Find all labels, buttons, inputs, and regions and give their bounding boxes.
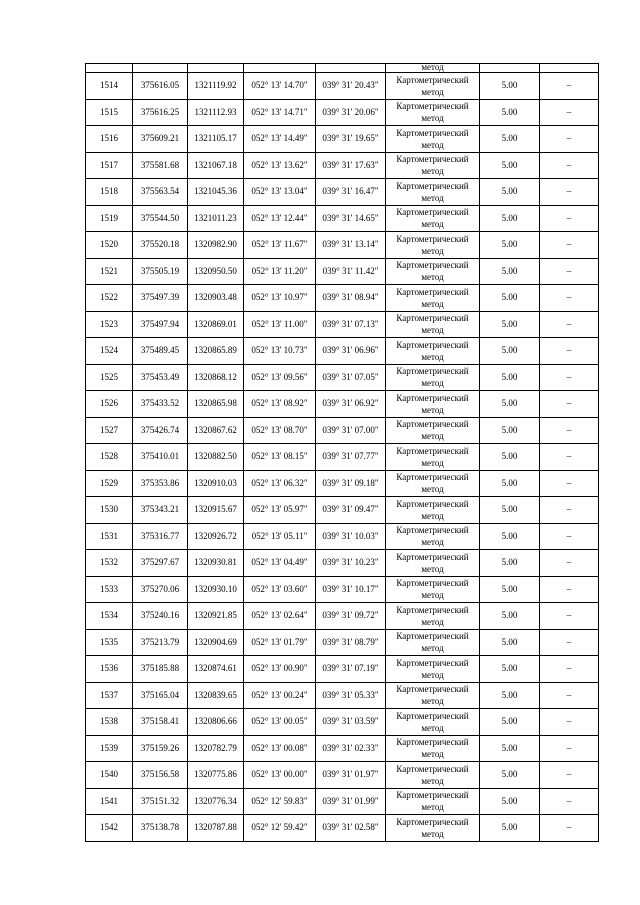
note-cell: – [540,179,599,206]
note-cell: – [540,735,599,762]
table-row [86,603,599,630]
method-cell: Картометрический метод [386,152,480,179]
method-cell: Картометрический метод [386,629,480,656]
method-cell: Картометрический метод [386,603,480,630]
x-coordinate-cell: 375297.67 [133,550,188,577]
latitude-cell: 052° 13' 13.04" [244,179,316,206]
table-row [86,152,599,179]
accuracy-cell: 5.00 [480,629,540,656]
x-coordinate-cell: 375151.32 [133,788,188,815]
y-coordinate-cell: 1320904.69 [188,629,244,656]
point-number-cell: 1514 [86,73,133,100]
accuracy-cell: 5.00 [480,258,540,285]
accuracy-cell: 5.00 [480,656,540,683]
method-cell: Картометрический метод [386,205,480,232]
latitude-cell: 052° 13' 14.71" [244,99,316,126]
y-coordinate-cell: 1320775.86 [188,762,244,789]
point-number-cell: 1518 [86,179,133,206]
x-coordinate-cell: 375489.45 [133,338,188,365]
point-number-cell: 1541 [86,788,133,815]
longitude-cell: 039° 31' 09.18" [316,470,386,497]
y-coordinate-cell: 1320839.65 [188,682,244,709]
continuation-row [86,64,599,73]
accuracy-cell: 5.00 [480,735,540,762]
table-row [86,285,599,312]
method-cell: Картометрический метод [386,338,480,365]
table-row [86,656,599,683]
latitude-cell: 052° 13' 12.44" [244,205,316,232]
method-cell: Картометрический метод [386,709,480,736]
point-number-cell: 1537 [86,682,133,709]
longitude-cell: 039° 31' 01.97" [316,762,386,789]
y-coordinate-cell: 1320867.62 [188,417,244,444]
accuracy-cell: 5.00 [480,285,540,312]
longitude-cell: 039° 31' 06.92" [316,391,386,418]
x-coordinate-cell: 375158.41 [133,709,188,736]
point-number-cell: 1520 [86,232,133,259]
table-row [86,73,599,100]
latitude-cell: 052° 13' 04.49" [244,550,316,577]
table-row [86,497,599,524]
latitude-cell: 052° 13' 00.05" [244,709,316,736]
longitude-cell: 039° 31' 07.00" [316,417,386,444]
x-coordinate-cell: 375497.39 [133,285,188,312]
note-cell: – [540,126,599,153]
note-cell: – [540,470,599,497]
method-cell: Картометрический метод [386,762,480,789]
x-coordinate-cell: 375616.05 [133,73,188,100]
latitude-cell: 052° 13' 03.60" [244,576,316,603]
latitude-cell: 052° 13' 00.08" [244,735,316,762]
method-cell: Картометрический метод [386,232,480,259]
point-number-cell: 1531 [86,523,133,550]
point-number-cell: 1529 [86,470,133,497]
x-coordinate-cell: 375497.94 [133,311,188,338]
note-cell: – [540,364,599,391]
y-coordinate-cell: 1320868.12 [188,364,244,391]
latitude-cell: 052° 13' 11.00" [244,311,316,338]
method-cell: Картометрический метод [386,576,480,603]
method-cell: Картометрический метод [386,815,480,842]
y-coordinate-cell: 1320926.72 [188,523,244,550]
accuracy-cell: 5.00 [480,364,540,391]
method-cell: Картометрический метод [386,126,480,153]
note-cell: – [540,311,599,338]
point-number-cell: 1532 [86,550,133,577]
accuracy-cell: 5.00 [480,682,540,709]
accuracy-cell: 5.00 [480,788,540,815]
accuracy-cell: 5.00 [480,311,540,338]
table-cell [133,64,188,73]
x-coordinate-cell: 375343.21 [133,497,188,524]
latitude-cell: 052° 13' 14.70" [244,73,316,100]
table-row [86,788,599,815]
point-number-cell: 1539 [86,735,133,762]
note-cell: – [540,550,599,577]
table-row [86,338,599,365]
table-row [86,470,599,497]
x-coordinate-cell: 375185.88 [133,656,188,683]
longitude-cell: 039° 31' 06.96" [316,338,386,365]
table-row [86,762,599,789]
method-cell: Картометрический метод [386,470,480,497]
method-cell: Картометрический метод [386,523,480,550]
note-cell: – [540,285,599,312]
accuracy-cell: 5.00 [480,232,540,259]
y-coordinate-cell: 1321011.23 [188,205,244,232]
latitude-cell: 052° 12' 59.83" [244,788,316,815]
table-row [86,311,599,338]
table-cell [86,64,133,73]
note-cell: – [540,682,599,709]
accuracy-cell: 5.00 [480,762,540,789]
y-coordinate-cell: 1320787.88 [188,815,244,842]
x-coordinate-cell: 375410.01 [133,444,188,471]
latitude-cell: 052° 13' 08.15" [244,444,316,471]
table-cell [244,64,316,73]
x-coordinate-cell: 375616.25 [133,99,188,126]
point-number-cell: 1527 [86,417,133,444]
table-row [86,629,599,656]
latitude-cell: 052° 13' 09.56" [244,364,316,391]
point-number-cell: 1526 [86,391,133,418]
table-row [86,364,599,391]
note-cell: – [540,656,599,683]
method-cell: Картометрический метод [386,285,480,312]
x-coordinate-cell: 375544.50 [133,205,188,232]
note-cell: – [540,629,599,656]
latitude-cell: 052° 13' 13.62" [244,152,316,179]
table-row [86,99,599,126]
point-number-cell: 1521 [86,258,133,285]
method-cell: Картометрический метод [386,788,480,815]
accuracy-cell: 5.00 [480,815,540,842]
x-coordinate-cell: 375581.68 [133,152,188,179]
point-number-cell: 1530 [86,497,133,524]
x-coordinate-cell: 375353.86 [133,470,188,497]
point-number-cell: 1536 [86,656,133,683]
longitude-cell: 039° 31' 10.17" [316,576,386,603]
accuracy-cell: 5.00 [480,205,540,232]
method-cell: Картометрический метод [386,417,480,444]
y-coordinate-cell: 1320950.50 [188,258,244,285]
table-row [86,444,599,471]
note-cell: – [540,523,599,550]
table-row [86,735,599,762]
longitude-cell: 039° 31' 03.59" [316,709,386,736]
accuracy-cell: 5.00 [480,391,540,418]
y-coordinate-cell: 1320921.85 [188,603,244,630]
longitude-cell: 039° 31' 01.99" [316,788,386,815]
method-cell: Картометрический метод [386,656,480,683]
method-cell: Картометрический метод [386,364,480,391]
longitude-cell: 039° 31' 20.43" [316,73,386,100]
x-coordinate-cell: 375563.54 [133,179,188,206]
accuracy-cell: 5.00 [480,99,540,126]
table-cell [316,64,386,73]
latitude-cell: 052° 13' 05.97" [244,497,316,524]
method-cell: Картометрический метод [386,391,480,418]
y-coordinate-cell: 1321045.36 [188,179,244,206]
latitude-cell: 052° 13' 08.70" [244,417,316,444]
latitude-cell: 052° 13' 11.67" [244,232,316,259]
y-coordinate-cell: 1320910.03 [188,470,244,497]
point-number-cell: 1524 [86,338,133,365]
table-row [86,232,599,259]
latitude-cell: 052° 13' 14.49" [244,126,316,153]
table-cell [188,64,244,73]
table-row [86,523,599,550]
y-coordinate-cell: 1320874.61 [188,656,244,683]
longitude-cell: 039° 31' 14.65" [316,205,386,232]
table-row [86,126,599,153]
note-cell: – [540,152,599,179]
longitude-cell: 039° 31' 07.05" [316,364,386,391]
accuracy-cell: 5.00 [480,576,540,603]
method-cell: Картометрический метод [386,258,480,285]
point-number-cell: 1519 [86,205,133,232]
table-row [86,417,599,444]
note-cell: – [540,788,599,815]
longitude-cell: 039° 31' 05.33" [316,682,386,709]
method-cell: Картометрический метод [386,311,480,338]
longitude-cell: 039° 31' 19.65" [316,126,386,153]
x-coordinate-cell: 375213.79 [133,629,188,656]
note-cell: – [540,258,599,285]
x-coordinate-cell: 375240.16 [133,603,188,630]
table-row [86,550,599,577]
note-cell: – [540,391,599,418]
x-coordinate-cell: 375520.18 [133,232,188,259]
longitude-cell: 039° 31' 08.79" [316,629,386,656]
note-cell: – [540,497,599,524]
point-number-cell: 1522 [86,285,133,312]
method-cell: Картометрический метод [386,179,480,206]
longitude-cell: 039° 31' 08.94" [316,285,386,312]
accuracy-cell: 5.00 [480,497,540,524]
x-coordinate-cell: 375453.49 [133,364,188,391]
y-coordinate-cell: 1320782.79 [188,735,244,762]
point-number-cell: 1523 [86,311,133,338]
point-number-cell: 1517 [86,152,133,179]
note-cell: – [540,73,599,100]
longitude-cell: 039° 31' 20.06" [316,99,386,126]
point-number-cell: 1534 [86,603,133,630]
longitude-cell: 039° 31' 09.72" [316,603,386,630]
table-row [86,682,599,709]
note-cell: – [540,576,599,603]
longitude-cell: 039° 31' 13.14" [316,232,386,259]
x-coordinate-cell: 375270.06 [133,576,188,603]
x-coordinate-cell: 375505.19 [133,258,188,285]
latitude-cell: 052° 12' 59.42" [244,815,316,842]
method-cell: Картометрический метод [386,99,480,126]
note-cell: – [540,444,599,471]
table-row [86,205,599,232]
note-cell: – [540,709,599,736]
accuracy-cell: 5.00 [480,470,540,497]
accuracy-cell: 5.00 [480,73,540,100]
y-coordinate-cell: 1320865.89 [188,338,244,365]
latitude-cell: 052° 13' 02.64" [244,603,316,630]
longitude-cell: 039° 31' 02.33" [316,735,386,762]
accuracy-cell: 5.00 [480,709,540,736]
coordinates-table [85,63,599,842]
latitude-cell: 052° 13' 00.00" [244,762,316,789]
latitude-cell: 052° 13' 11.20" [244,258,316,285]
longitude-cell: 039° 31' 07.77" [316,444,386,471]
method-cell: Картометрический метод [386,550,480,577]
x-coordinate-cell: 375165.04 [133,682,188,709]
latitude-cell: 052° 13' 10.97" [244,285,316,312]
continuation-method-text: метод [421,63,444,72]
method-cell: Картометрический метод [386,497,480,524]
latitude-cell: 052° 13' 00.24" [244,682,316,709]
latitude-cell: 052° 13' 01.79" [244,629,316,656]
y-coordinate-cell: 1320865.98 [188,391,244,418]
note-cell: – [540,417,599,444]
longitude-cell: 039° 31' 16.47" [316,179,386,206]
y-coordinate-cell: 1320903.48 [188,285,244,312]
point-number-cell: 1515 [86,99,133,126]
y-coordinate-cell: 1320930.81 [188,550,244,577]
x-coordinate-cell: 375609.21 [133,126,188,153]
accuracy-cell: 5.00 [480,152,540,179]
point-number-cell: 1528 [86,444,133,471]
note-cell: – [540,205,599,232]
accuracy-cell: 5.00 [480,550,540,577]
y-coordinate-cell: 1320776.34 [188,788,244,815]
accuracy-cell: 5.00 [480,126,540,153]
point-number-cell: 1535 [86,629,133,656]
y-coordinate-cell: 1320869.01 [188,311,244,338]
point-number-cell: 1542 [86,815,133,842]
longitude-cell: 039° 31' 17.63" [316,152,386,179]
longitude-cell: 039° 31' 07.13" [316,311,386,338]
x-coordinate-cell: 375159.26 [133,735,188,762]
x-coordinate-cell: 375426.74 [133,417,188,444]
y-coordinate-cell: 1320806.66 [188,709,244,736]
table-row [86,391,599,418]
y-coordinate-cell: 1321112.93 [188,99,244,126]
y-coordinate-cell: 1321067.18 [188,152,244,179]
table-row [86,258,599,285]
accuracy-cell: 5.00 [480,523,540,550]
point-number-cell: 1533 [86,576,133,603]
x-coordinate-cell: 375433.52 [133,391,188,418]
table-cell [480,64,540,73]
point-number-cell: 1538 [86,709,133,736]
accuracy-cell: 5.00 [480,444,540,471]
latitude-cell: 052° 13' 00.90" [244,656,316,683]
note-cell: – [540,762,599,789]
method-cell: Картометрический метод [386,73,480,100]
y-coordinate-cell: 1320982.90 [188,232,244,259]
latitude-cell: 052° 13' 06.32" [244,470,316,497]
point-number-cell: 1525 [86,364,133,391]
y-coordinate-cell: 1320915.67 [188,497,244,524]
point-number-cell: 1540 [86,762,133,789]
note-cell: – [540,338,599,365]
accuracy-cell: 5.00 [480,417,540,444]
y-coordinate-cell: 1320882.50 [188,444,244,471]
table-row [86,709,599,736]
x-coordinate-cell: 375156.58 [133,762,188,789]
longitude-cell: 039° 31' 11.42" [316,258,386,285]
method-cell: Картометрический метод [386,735,480,762]
accuracy-cell: 5.00 [480,179,540,206]
method-cell: Картометрический метод [386,682,480,709]
longitude-cell: 039° 31' 07.19" [316,656,386,683]
table-cell [540,64,599,73]
longitude-cell: 039° 31' 10.23" [316,550,386,577]
latitude-cell: 052° 13' 10.73" [244,338,316,365]
point-number-cell: 1516 [86,126,133,153]
table-row [86,179,599,206]
y-coordinate-cell: 1321119.92 [188,73,244,100]
latitude-cell: 052° 13' 05.11" [244,523,316,550]
latitude-cell: 052° 13' 08.92" [244,391,316,418]
table-row [86,815,599,842]
x-coordinate-cell: 375138.78 [133,815,188,842]
longitude-cell: 039° 31' 10.03" [316,523,386,550]
note-cell: – [540,232,599,259]
longitude-cell: 039° 31' 02.58" [316,815,386,842]
y-coordinate-cell: 1321105.17 [188,126,244,153]
note-cell: – [540,99,599,126]
x-coordinate-cell: 375316.77 [133,523,188,550]
accuracy-cell: 5.00 [480,603,540,630]
continuation-method-cell [386,64,480,73]
note-cell: – [540,603,599,630]
method-cell: Картометрический метод [386,444,480,471]
accuracy-cell: 5.00 [480,338,540,365]
longitude-cell: 039° 31' 09.47" [316,497,386,524]
table-row [86,576,599,603]
note-cell: – [540,815,599,842]
y-coordinate-cell: 1320930.10 [188,576,244,603]
